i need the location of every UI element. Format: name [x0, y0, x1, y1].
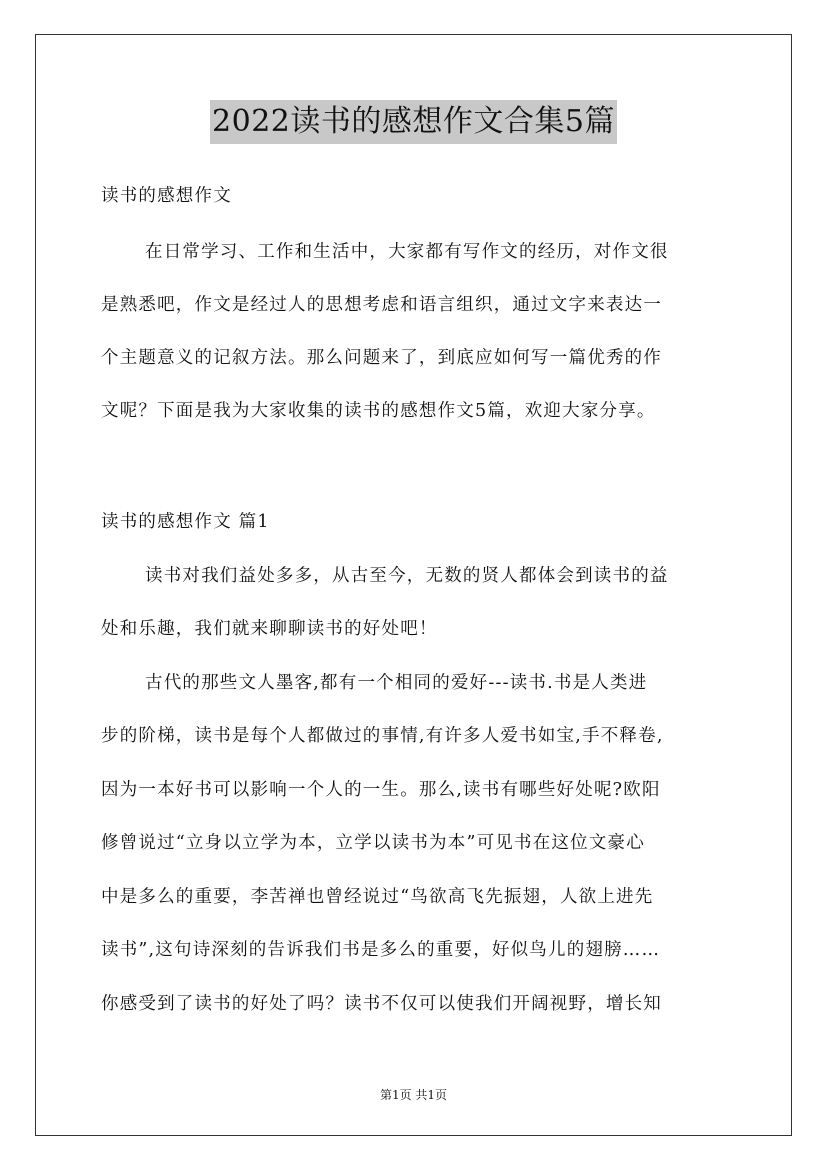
page-footer: 第1页 共1页	[379, 1088, 448, 1102]
article-line: 修曾说过“立身以立学为本，立学以读书为本”可见书在这位文豪心	[101, 833, 645, 853]
intro-line: 文呢？下面是我为大家收集的读书的感想作文5篇，欢迎大家分享。	[101, 401, 656, 421]
intro-line: 是熟悉吧，作文是经过人的思想考虑和语言组织，通过文字来表达一	[101, 295, 662, 315]
intro-line: 个主题意义的记叙方法。那么问题来了，到底应如何写一篇优秀的作	[101, 348, 662, 368]
article-line: 中是多么的重要，李苦禅也曾经说过“鸟欲高飞先振翅，人欲上进先	[101, 887, 654, 907]
article-line: 步的阶梯，读书是每个人都做过的事情,有许多人爱书如宝,手不释卷,	[101, 726, 664, 746]
article-line: 古代的那些文人墨客,都有一个相同的爱好---读书.书是人类进	[145, 673, 648, 693]
article-heading: 读书的感想作文 篇1	[101, 512, 270, 532]
intro-line: 在日常学习、工作和生活中，大家都有写作文的经历，对作文很	[145, 242, 669, 262]
article-line: 因为一本好书可以影响一个人的一生。那么,读书有哪些好处呢?欧阳	[101, 780, 661, 800]
article-line: 你感受到了读书的好处了吗？读书不仅可以使我们开阔视野，增长知	[101, 994, 662, 1014]
document-title: 2022读书的感想作文合集5篇	[210, 100, 617, 144]
article-line: 读书”,这句诗深刻的告诉我们书是多么的重要，好似鸟儿的翅膀……	[101, 940, 661, 960]
title-wrap	[0, 100, 827, 144]
article-line: 处和乐趣，我们就来聊聊读书的好处吧！	[101, 619, 438, 639]
section-heading: 读书的感想作文	[101, 186, 232, 206]
article-line: 读书对我们益处多多，从古至今，无数的贤人都体会到读书的益	[145, 566, 669, 586]
